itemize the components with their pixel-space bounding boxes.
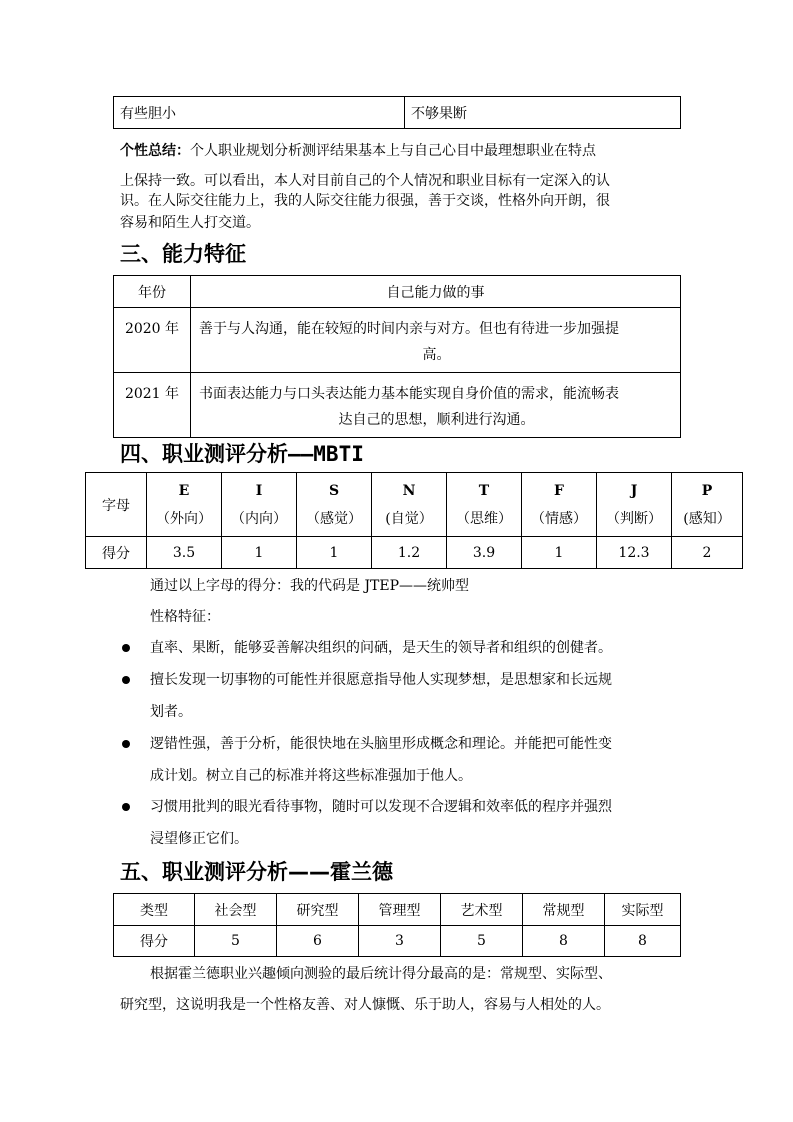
mbti-score: 3.9 <box>447 537 522 569</box>
mbti-letter: F <box>554 482 564 499</box>
mbti-meaning: （情感） <box>531 510 587 527</box>
mbti-letter: J <box>630 482 638 499</box>
mbti-meaning: (感知） <box>683 510 731 527</box>
summary-line-1 <box>120 141 680 161</box>
ability-desc-line-1: 书面表达能力与口头表达能力基本能实现自身价值的需求，能流畅表 <box>199 386 619 402</box>
mbti-label-scores: 得分 <box>86 537 147 569</box>
section-4-title <box>120 441 364 467</box>
holland-header: 常规型 <box>523 894 605 926</box>
section-5-title: 五、职业测评分析——霍兰德 <box>120 860 393 884</box>
mbti-letter-cell <box>372 473 447 537</box>
ability-desc-line-1: 善于与人沟通，能在较短的时间内亲与对方。但也有待进一步加强提 <box>199 321 619 337</box>
trait-table <box>113 96 681 129</box>
mbti-letter-cell <box>147 473 222 537</box>
section-3-title: 三、能力特征 <box>120 242 246 266</box>
mbti-table <box>85 472 743 569</box>
mbti-score: 3.5 <box>147 537 222 569</box>
mbti-letter: P <box>701 482 713 499</box>
ability-header-year: 年份 <box>114 276 191 308</box>
holland-score: 5 <box>195 926 277 957</box>
holland-conclusion-1: 根据霍兰德职业兴趣倾向测验的最后统计得分最高的是：常规型、实际型、 <box>150 966 612 982</box>
ability-table <box>113 275 681 438</box>
ability-year: 2020 年 <box>114 308 191 373</box>
mbti-letter-cell <box>597 473 672 537</box>
trait-bullet-3: 逻错性强，善于分析，能很快地在头脑里形成概念和理论。并能把可能性变 <box>150 736 612 752</box>
mbti-meaning: （判断） <box>606 510 662 527</box>
trait-bullet-2-cont: 划者。 <box>150 704 192 720</box>
mbti-label-letters: 字母 <box>86 473 147 537</box>
holland-score: 得分 <box>114 926 195 957</box>
mbti-letter-cell <box>447 473 522 537</box>
mbti-score: 1 <box>522 537 597 569</box>
summary-text-1: 个人职业规划分析测评结果基本上与自己心目中最理想职业在特点 <box>190 143 596 159</box>
summary-line-4: 容易和陌生人打交道。 <box>120 215 260 231</box>
ability-year: 2021 年 <box>114 373 191 438</box>
mbti-letter: S <box>328 482 340 499</box>
bullet-icon <box>122 676 130 684</box>
holland-table <box>113 893 681 957</box>
mbti-meaning: （感觉） <box>306 510 362 527</box>
holland-header: 管理型 <box>359 894 441 926</box>
ability-header-desc: 自己能力做的事 <box>191 276 681 308</box>
ability-desc <box>191 373 681 438</box>
mbti-score: 1 <box>297 537 372 569</box>
holland-header: 社会型 <box>195 894 277 926</box>
trait-bullet-1: 直率、果断，能够妥善解决组织的问硒，是天生的领导者和组织的创健者。 <box>150 640 612 656</box>
section-4-title-suffix: ——MBTI <box>288 442 364 466</box>
mbti-score: 1.2 <box>372 537 447 569</box>
ability-desc <box>191 308 681 373</box>
trait-bullet-3-cont: 成计划。树立自己的标准并将这些标准强加于他人。 <box>150 768 472 784</box>
mbti-letter: N <box>402 482 416 499</box>
trait-cell-right: 不够果断 <box>405 97 681 129</box>
mbti-meaning: （外向） <box>156 510 212 527</box>
bullet-icon <box>122 644 130 652</box>
mbti-meaning: (自觉） <box>385 510 433 527</box>
traits-label: 性格特征： <box>150 609 220 625</box>
holland-conclusion-2: 研究型，这说明我是一个性格友善、对人慷慨、乐于助人，容易与人相处的人。 <box>120 997 610 1013</box>
mbti-score: 12.3 <box>597 537 672 569</box>
bullet-icon <box>122 740 130 748</box>
mbti-letter: E <box>178 482 190 499</box>
holland-score: 8 <box>523 926 605 957</box>
trait-cell-left: 有些胆小 <box>114 97 405 129</box>
holland-header: 研究型 <box>277 894 359 926</box>
trait-bullet-4: 习惯用批判的眼光看待事物，随时可以发现不合逻辑和效率低的程序并强烈 <box>150 799 612 815</box>
mbti-letter-cell <box>222 473 297 537</box>
summary-label: 个性总结： <box>120 143 190 159</box>
holland-header: 实际型 <box>605 894 681 926</box>
mbti-letter-cell <box>297 473 372 537</box>
mbti-score: 1 <box>222 537 297 569</box>
mbti-letter: I <box>255 482 263 499</box>
mbti-letter: T <box>478 482 490 499</box>
mbti-letter-cell <box>522 473 597 537</box>
holland-score: 5 <box>441 926 523 957</box>
ability-desc-line-2: 高。 <box>422 347 451 363</box>
holland-header: 类型 <box>114 894 195 926</box>
holland-header: 艺术型 <box>441 894 523 926</box>
mbti-result: 通过以上字母的得分：我的代码是 JTEP——统帅型 <box>150 578 470 594</box>
summary-line-3: 识。在人际交往能力上，我的人际交往能力很强，善于交谈，性格外向开朗，很 <box>120 193 610 209</box>
mbti-meaning: （内向） <box>231 510 287 527</box>
holland-score: 8 <box>605 926 681 957</box>
trait-bullet-2: 擅长发现一切事物的可能性并很愿意指导他人实现梦想，是思想家和长远规 <box>150 672 612 688</box>
mbti-letter-cell <box>672 473 743 537</box>
mbti-score: 2 <box>672 537 743 569</box>
holland-score: 3 <box>359 926 441 957</box>
trait-bullet-4-cont: 浸望修正它们。 <box>150 831 248 847</box>
mbti-meaning: （思维） <box>456 510 512 527</box>
section-4-title-prefix: 四、职业测评分析 <box>120 442 288 466</box>
summary-line-2: 上保持一致。可以看出，本人对目前自己的个人情况和职业目标有一定深入的认 <box>120 173 610 189</box>
ability-desc-line-2: 达自己的思想，顺利进行沟通。 <box>338 412 535 428</box>
bullet-icon <box>122 803 130 811</box>
holland-score: 6 <box>277 926 359 957</box>
